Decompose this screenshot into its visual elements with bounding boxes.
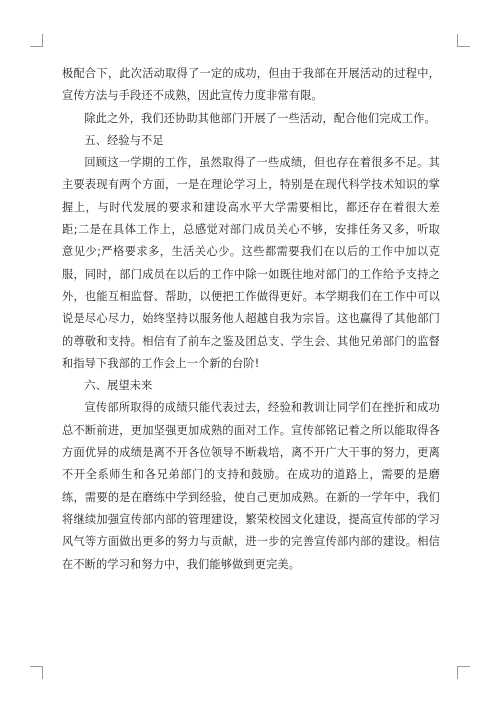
paragraph-assistance: 除此之外，我们还协助其他部门开展了一些活动，配合他们完成工作。 [84, 111, 436, 125]
section-heading-outlook: 六、展望未来 [84, 379, 153, 393]
crop-mark-bottom-left [30, 666, 43, 679]
document-body [62, 63, 440, 576]
crop-mark-bottom-right [457, 666, 470, 679]
section-heading-experience: 五、经验与不足 [84, 133, 164, 147]
paragraph-outlook: 宣传部所取得的成绩只能代表过去，经验和教训让同学们在挫折和成功总不断前进，更加坚强更加成熟的面对工作。宣传部铭记着之所以能取得各方面优异的成绩是离不开各位领导不断栽培，离不开广大干事的努力，更离不开全系师生和各兄弟部门的支持和鼓励。在成功的道路上，需要的是磨练，需要的是在磨练中学到经验，使自己更加成熟。在新的一学年中，我们将继续加强宣传部内部的管理建设，繁荣校园文化建设，提高宣传部的学习风气等方面做出更多的努力与贡献，进一步的完善宣传部内部的建设。相信在不断的学习和努力中，我们能够做到更完美。 [62, 401, 440, 571]
paragraph-review: 回顾这一学期的工作，虽然取得了一些成绩，但也存在着很多不足。其主要表现有两个方面，一是在理论学习上，特别是在现代科学技术知识的掌握上，与时代发展的要求和建设高水平大学需要相比，都还存在着很大差距;二是在具体工作上，总感觉对部门成员关心不够，安排任务又多，听取意见少;严格要求多，生活关心少。这些都需要我们在以后的工作中加以克服，同时，部门成员在以后的工作中除一如既往地对部门的工作给予支持之外，也能互相监督、帮助，以便把工作做得更好。本学期我们在工作中可以说是尽心尽力，始终坚持以服务他人超越自我为宗旨。这也赢得了其他部门的尊敬和支持。相信有了前车之鉴及团总支、学生会、其他兄弟部门的监督和指导下我部的工作会上一个新的台阶! [62, 156, 440, 370]
crop-mark-top-right [457, 34, 470, 47]
paragraph-continued: 极配合下，此次活动取得了一定的成功，但由于我部在开展活动的过程中，宣传方法与手段还不成熟，因此宣传力度非常有限。 [62, 67, 440, 103]
crop-mark-top-left [30, 34, 43, 47]
